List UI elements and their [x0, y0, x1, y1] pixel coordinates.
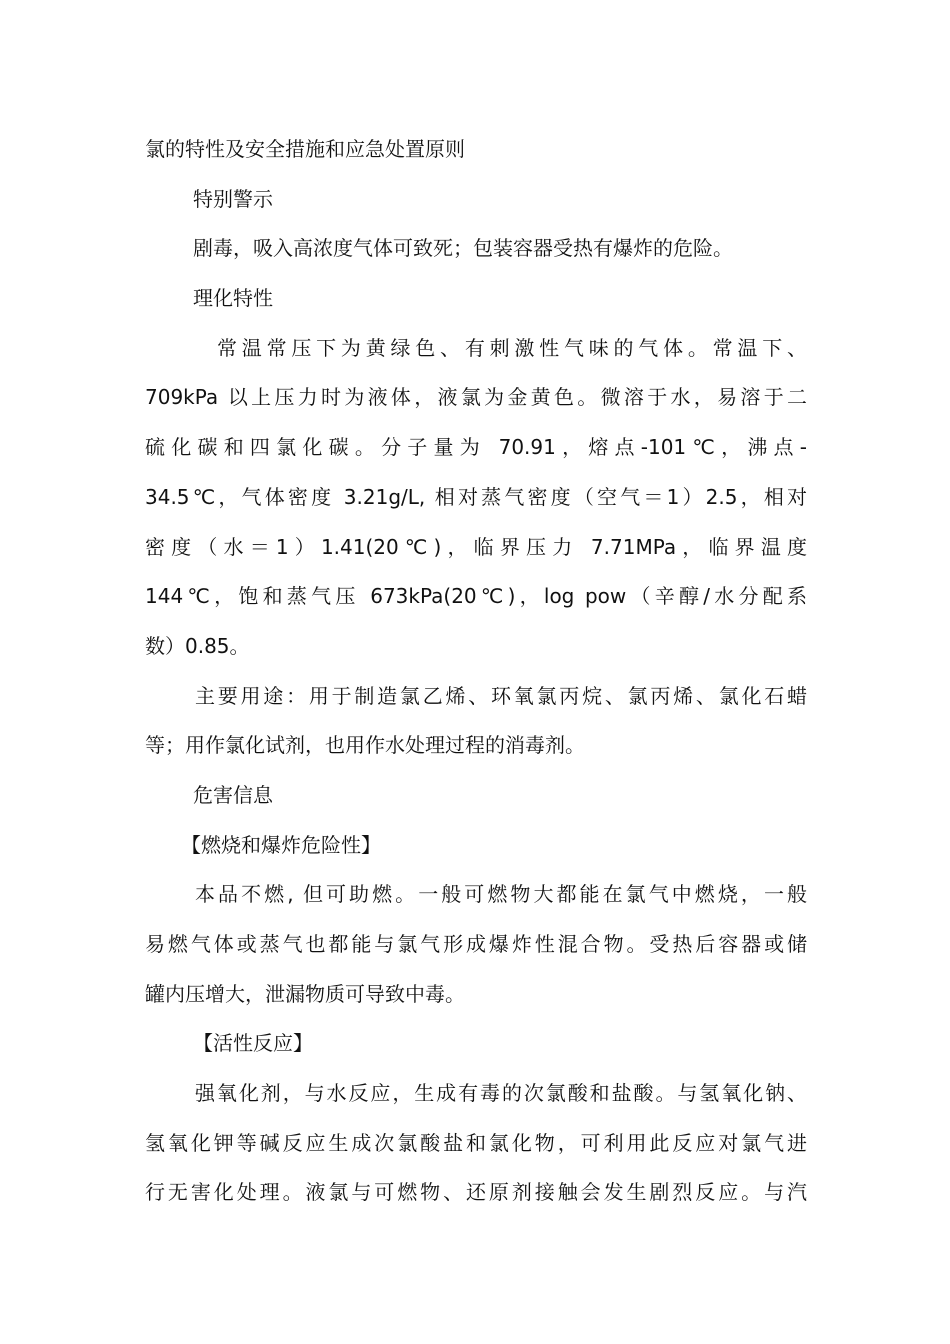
uses-line: 等；用作氯化试剂，也用作水处理过程的消毒剂。 — [145, 733, 585, 758]
physchem-line: 144℃，饱和蒸气压 673kPa(20℃)，log pow（辛醇/水分配系 — [145, 584, 807, 609]
hazard-heading: 危害信息 — [193, 782, 273, 807]
special-warning-heading: 特别警示 — [193, 186, 273, 211]
fire-heading: 【燃烧和爆炸危险性】 — [181, 832, 381, 857]
fire-line: 易燃气体或蒸气也都能与氯气形成爆炸性混合物。受热后容器或储 — [145, 932, 807, 956]
physchem-line: 34.5℃，气体密度 3.21g/L, 相对蒸气密度（空气＝1）2.5，相对 — [145, 484, 807, 509]
physchem-heading: 理化特性 — [193, 286, 273, 311]
physchem-line: 常温常压下为黄绿色、有刺激性气味的气体。常温下、 — [217, 335, 807, 360]
reactivity-line: 行无害化处理。液氯与可燃物、还原剂接触会发生剧烈反应。与汽 — [145, 1180, 807, 1205]
document-page — [145, 125, 807, 1218]
uses-line: 主要用途：用于制造氯乙烯、环氧氯丙烷、氯丙烯、氯化石蜡 — [195, 683, 807, 708]
reactivity-heading: 【活性反应】 — [193, 1031, 313, 1056]
physchem-line: 数）0.85。 — [145, 633, 250, 658]
physchem-line: 709kPa 以上压力时为液体，液氯为金黄色。微溶于水，易溶于二 — [145, 385, 807, 410]
physchem-line: 硫化碳和四氯化碳。分子量为 70.91，熔点-101℃，沸点- — [145, 435, 807, 460]
physchem-line: 密度（水＝1）1.41(20℃)，临界压力 7.71MPa，临界温度 — [145, 534, 807, 559]
reactivity-line: 强氧化剂，与水反应，生成有毒的次氯酸和盐酸。与氢氧化钠、 — [195, 1081, 807, 1106]
document-title: 氯的特性及安全措施和应急处置原则 — [145, 137, 465, 161]
special-warning-text: 剧毒，吸入高浓度气体可致死；包装容器受热有爆炸的危险。 — [193, 236, 733, 261]
reactivity-line: 氢氧化钾等碱反应生成次氯酸盐和氯化物，可利用此反应对氯气进 — [145, 1130, 807, 1155]
fire-line: 本品不燃, 但可助燃。一般可燃物大都能在氯气中燃烧，一般 — [195, 882, 807, 907]
fire-line: 罐内压增大，泄漏物质可导致中毒。 — [145, 981, 465, 1006]
